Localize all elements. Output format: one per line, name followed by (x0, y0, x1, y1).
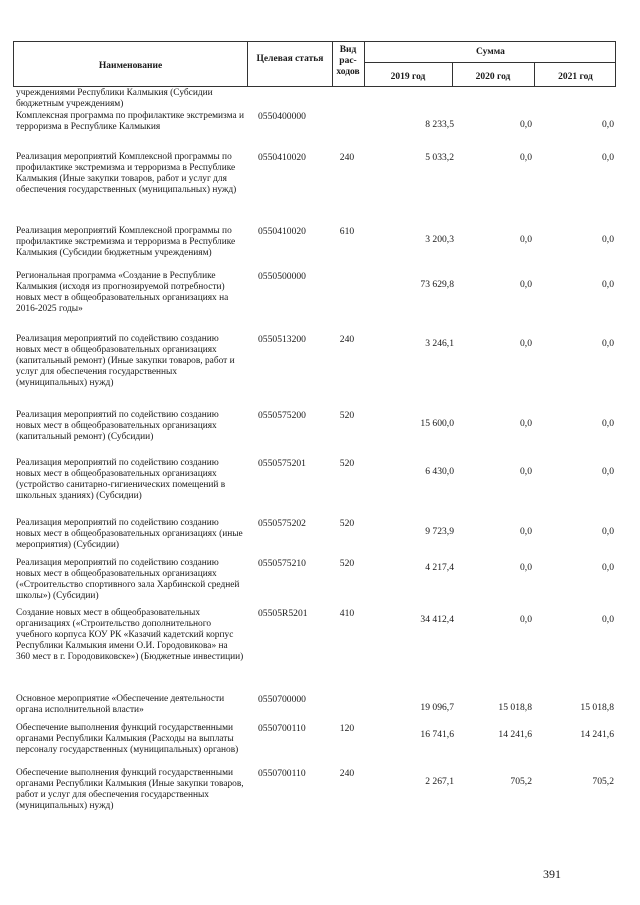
row-value-2019: 6 430,0 (425, 466, 454, 477)
row-name: Обеспечение выполнения функций государственными органами Республики Калмыкия (Расходы на выплаты персоналу государственных (муниципальных) органов) (16, 723, 239, 756)
row-name: Создание новых мест в общеобразовательных организациях («Строительство дополнительного учебного корпуса КОУ РК «Казачий кадетский корпус Республики Калмыкия имени О.И. Городовикова» на 360 мест в г. Городовиковске») (Бюджетные инвестиции) (16, 608, 244, 663)
row-target-article: 0550575201 (258, 458, 306, 469)
row-value-2019: 4 217,4 (425, 562, 454, 573)
row-value-2020: 0,0 (520, 418, 532, 429)
header-2020: 2020 год (475, 72, 511, 82)
row-value-2020: 0,0 (520, 152, 532, 163)
row-name: Обеспечение выполнения функций государственными органами Республики Калмыкия (Иные закупки товаров, работ и услуг для обеспечения государственных (муниципальных) нужд) (16, 768, 244, 812)
row-name: Реализация мероприятий по содействию созданию новых мест в общеобразовательных организациях (иные мероприятия) (Субсидии) (16, 518, 243, 551)
page-number: 391 (543, 867, 561, 881)
row-value-2020: 705,2 (510, 776, 532, 787)
row-expense-kind: 120 (339, 723, 355, 734)
row-value-2020: 0,0 (520, 466, 532, 477)
row-value-2020: 0,0 (520, 614, 532, 625)
row-value-2020: 0,0 (520, 279, 532, 290)
row-value-2019: 34 412,4 (420, 614, 454, 625)
row-value-2021: 0,0 (602, 614, 614, 625)
row-target-article: 0550575200 (258, 410, 306, 421)
row-name: Реализация мероприятий по содействию созданию новых мест в общеобразовательных организациях (капитальный ремонт) (Субсидии) (16, 410, 219, 443)
row-target-article: 0550575210 (258, 558, 306, 569)
row-value-2019: 3 200,3 (425, 234, 454, 245)
row-value-2021: 0,0 (602, 338, 614, 349)
row-value-2019: 9 723,9 (425, 526, 454, 537)
row-expense-kind: 610 (339, 226, 355, 237)
row-value-2019: 8 233,5 (425, 119, 454, 130)
row-target-article: 0550410020 (258, 152, 306, 163)
row-target-article: 0550700110 (258, 768, 306, 779)
row-expense-kind: 520 (339, 518, 355, 529)
row-target-article: 0550575202 (258, 518, 306, 529)
row-value-2019: 5 033,2 (425, 152, 454, 163)
row-target-article: 0550500000 (258, 271, 306, 282)
header-expense-kind: Вид рас-ходов (336, 45, 360, 77)
row-target-article: 0550700000 (258, 694, 306, 705)
row-value-2020: 0,0 (520, 234, 532, 245)
row-value-2019: 3 246,1 (425, 338, 454, 349)
header-name: Наименование (98, 61, 163, 71)
row-target-article: 0550400000 (258, 111, 306, 122)
row-target-article: 0550513200 (258, 334, 306, 345)
row-name: Комплексная программа по профилактике экстремизма и терроризма в Республике Калмыкия (16, 111, 245, 133)
row-expense-kind: 240 (339, 152, 355, 163)
row-name: Реализация мероприятий по содействию созданию новых мест в общеобразовательных организациях (капитальный ремонт) (Иные закупки товаров, работ и услуг для обеспечения государственных (муниципальных) нужд) (16, 334, 235, 389)
header-sum: Сумма (476, 47, 505, 57)
row-value-2019: 19 096,7 (420, 702, 454, 713)
row-value-2020: 0,0 (520, 562, 532, 573)
row-value-2021: 0,0 (602, 234, 614, 245)
row-target-article: 0550410020 (258, 226, 306, 237)
row-value-2020: 15 018,8 (498, 702, 532, 713)
table-header (13, 41, 616, 87)
row-value-2021: 0,0 (602, 526, 614, 537)
row-value-2019: 16 741,6 (420, 729, 454, 740)
row-name: Реализация мероприятий по содействию созданию новых мест в общеобразовательных организациях (устройство санитарно-гигиенических помещений в школьных зданиях) (Субсидии) (16, 458, 226, 502)
row-name: Реализация мероприятий по содействию созданию новых мест в общеобразовательных организациях («Строительство спортивного зала Харбинской средней школы») (Субсидии) (16, 558, 240, 602)
row-expense-kind: 240 (339, 768, 355, 779)
row-expense-kind: 520 (339, 410, 355, 421)
row-expense-kind: 520 (339, 458, 355, 469)
row-value-2019: 73 629,8 (420, 279, 454, 290)
row-value-2021: 0,0 (602, 152, 614, 163)
row-expense-kind: 240 (339, 334, 355, 345)
row-value-2021: 14 241,6 (580, 729, 614, 740)
row-value-2019: 15 600,0 (420, 418, 454, 429)
row-name: Региональная программа «Создание в Республике Калмыкия (исходя из прогнозируемой потребности) новых мест в общеобразовательных организациях на 2016-2025 годы» (16, 271, 229, 315)
row-name: Основное мероприятие «Обеспечение деятельности органа исполнительной власти» (16, 694, 225, 716)
row-value-2021: 0,0 (602, 418, 614, 429)
row-name: учреждениями Республики Калмыкия (Субсидии бюджетным учреждениям) (16, 88, 213, 110)
row-value-2020: 0,0 (520, 526, 532, 537)
row-value-2020: 14 241,6 (498, 729, 532, 740)
row-value-2021: 15 018,8 (580, 702, 614, 713)
row-value-2021: 0,0 (602, 279, 614, 290)
row-target-article: 0550700110 (258, 723, 306, 734)
row-value-2021: 0,0 (602, 562, 614, 573)
header-target-article: Целевая статья (256, 54, 324, 64)
header-2019: 2019 год (390, 72, 426, 82)
row-value-2021: 0,0 (602, 119, 614, 130)
row-value-2021: 705,2 (592, 776, 614, 787)
row-name: Реализация мероприятий Комплексной программы по профилактике экстремизма и терроризма в Республике Калмыкия (Иные закупки товаров, работ и услуг для обеспечения государственных (муниципальных) нужд) (16, 152, 237, 196)
row-name: Реализация мероприятий Комплексной программы по профилактике экстремизма и терроризма в Республике Калмыкия (Субсидии бюджетным учреждениям) (16, 226, 236, 259)
row-value-2021: 0,0 (602, 466, 614, 477)
row-target-article: 05505R5201 (258, 608, 308, 619)
row-value-2020: 0,0 (520, 119, 532, 130)
row-value-2020: 0,0 (520, 338, 532, 349)
header-2021: 2021 год (558, 72, 593, 82)
row-expense-kind: 410 (339, 608, 355, 619)
row-value-2019: 2 267,1 (425, 776, 454, 787)
row-expense-kind: 520 (339, 558, 355, 569)
